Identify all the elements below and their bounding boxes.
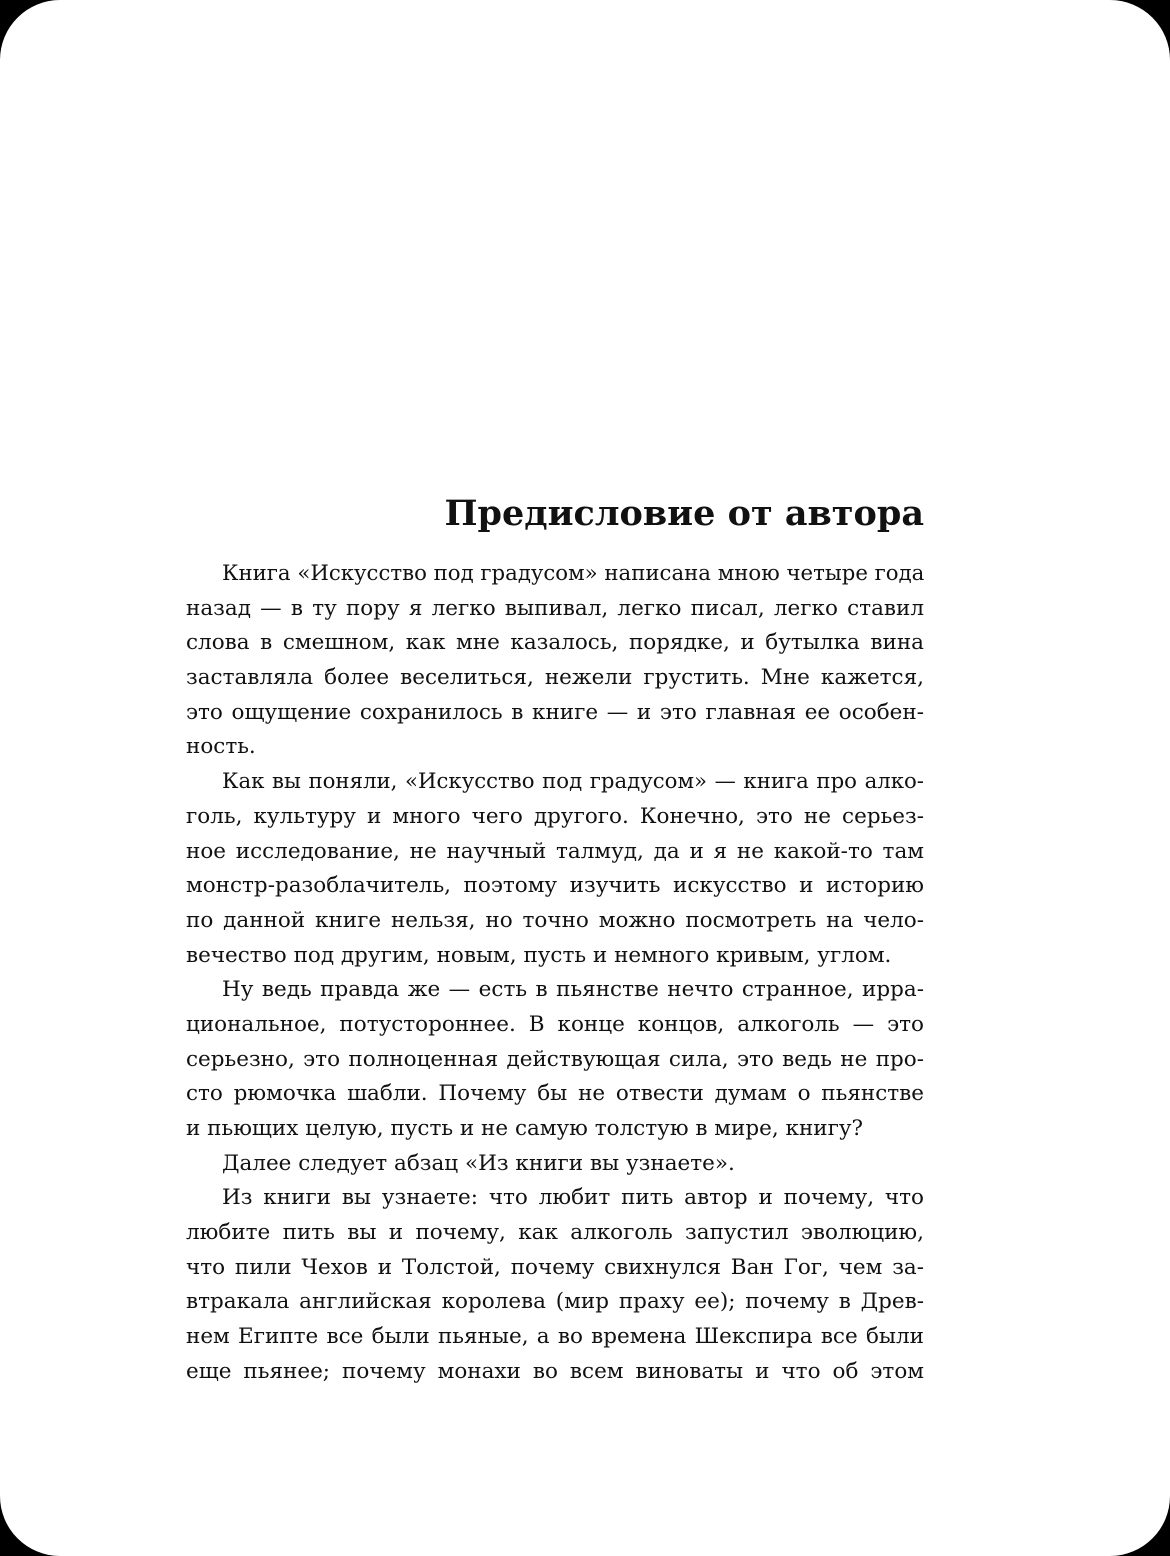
- text-line: любите пить вы и почему, как алкоголь запустил эволюцию,: [186, 1220, 924, 1246]
- text-line: ное исследование, не научный талмуд, да и я не какой-то там: [186, 838, 924, 864]
- body-text: [186, 557, 924, 1390]
- text-line: еще пьянее; почему монахи во всем виноваты и что об этом: [186, 1358, 924, 1384]
- text-line: по данной книге нельзя, но точно можно посмотреть на чело-: [186, 907, 924, 933]
- text-line: слова в смешном, как мне казалось, порядке, и бутылка вина: [186, 630, 924, 656]
- text-line: голь, культуру и много чего другого. Конечно, это не серьез-: [186, 803, 924, 829]
- text-line: Ну ведь правда же — есть в пьянстве нечто странное, ирра-: [222, 977, 924, 1003]
- text-line: Книга «Искусство под градусом» написана мною четыре года: [222, 561, 925, 586]
- text-line: что пили Чехов и Толстой, почему свихнулся Ван Гог, чем за-: [186, 1254, 924, 1280]
- text-line: Из книги вы узнаете: что любит пить автор и почему, что: [222, 1185, 924, 1211]
- text-line: и пьющих целую, пусть и не самую толстую в мире, книгу?: [186, 1116, 864, 1141]
- chapter-title: Предисловие от автора: [444, 493, 924, 534]
- text-line: вечество под другим, новым, пусть и немного кривым, углом.: [186, 942, 892, 968]
- text-line: серьезно, это полноценная действующая сила, это ведь не про-: [186, 1046, 924, 1072]
- text-line: сто рюмочка шабли. Почему бы не отвести думам о пьянстве: [186, 1081, 924, 1107]
- text-line: Как вы поняли, «Искусство под градусом» — книга про алко-: [222, 769, 924, 795]
- text-line: ность.: [186, 734, 256, 760]
- text-line: это ощущение сохранилось в книге — и это главная ее особен-: [186, 699, 924, 725]
- text-line: втракала английская королева (мир праху ее); почему в Древ-: [186, 1289, 924, 1315]
- text-line: циональное, потустороннее. В конце концов, алкоголь — это: [186, 1011, 924, 1037]
- text-line: заставляла более веселиться, нежели грустить. Мне кажется,: [186, 665, 924, 691]
- text-line: монстр-разоблачитель, поэтому изучить искусство и историю: [186, 873, 924, 899]
- text-line: Далее следует абзац «Из книги вы узнаете».: [222, 1150, 735, 1176]
- text-line: назад — в ту пору я легко выпивал, легко писал, легко ставил: [186, 595, 924, 621]
- text-line: нем Египте все были пьяные, а во времена Шекспира все были: [186, 1324, 924, 1350]
